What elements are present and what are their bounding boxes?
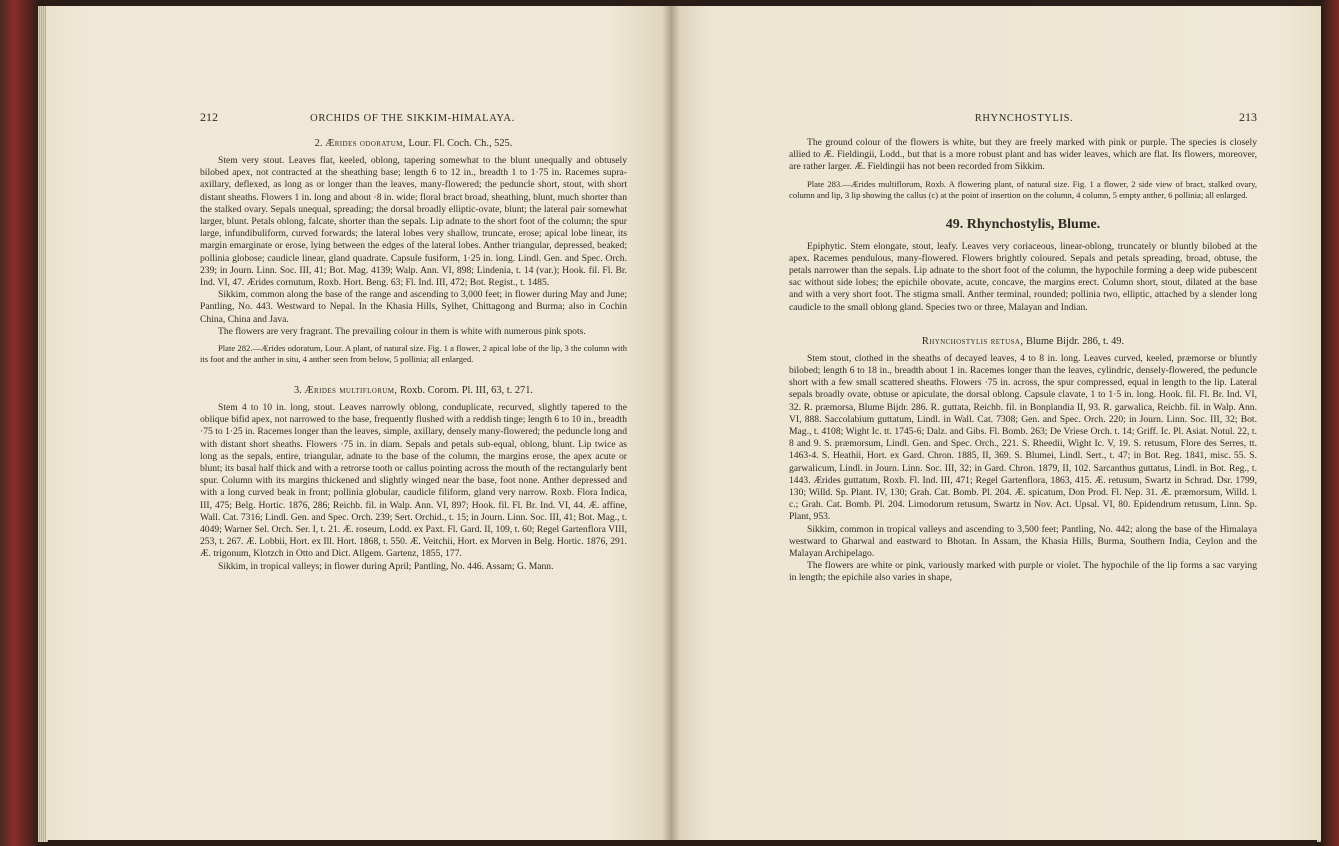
- right-running-title: RHYNCHOSTYLIS.: [974, 113, 1074, 124]
- plate-caption-283: Plate 283.—Ærides multiflorum, Roxb. A flowering plant, of natural size. Fig. 1 a flower, 2 side view of bract, stalked ovary, column and lip, 3 lip showing the callus (c) at the point of insertion on the column, 4 column, 5 empty anther, 6 pollinia; all enlarged.: [789, 178, 1257, 200]
- plate-caption-282: Plate 282.—Ærides odoratum, Lour. A plant, of natural size. Fig. 1 a flower, 2 apical lobe of the lip, 3 the column with its foot and the anther in situ, 4 anther seen from below, 5 pollinia; all enlarged.: [200, 343, 627, 365]
- species-number: 3.: [293, 385, 302, 397]
- species-note: The flowers are white or pink, variously marked with purple or violet. The hypochile of the lip forms a sac varying in length; the epichile also varies in shape,: [789, 560, 1257, 584]
- species-heading-aerides-multiflorum: [200, 384, 627, 397]
- species-distribution: Sikkim, in tropical valleys; in flower during April; Pantling, No. 446. Assam; G. Mann.: [218, 560, 554, 572]
- species-authority: Blume Bijdr. 286, t. 49.: [1025, 335, 1125, 347]
- species-description: Stem stout, clothed in the sheaths of decayed leaves, 4 to 8 in. long. Leaves curved, keeled, præmorse or bluntly bilobed; length 6 to 18 in., breadth about 1 in. Racemes longer than the leaves, cylindric, densely-flowered, the peduncle short with a few small scattered sheaths. Flowers ·75 in. across, the spur compressed, equal in length to the lip. Lateral sepals broadly ovate, obtuse or apiculate, the dorsal oblong. Capsule clavate, 1 to 1·5 in. long. Hook. fil. Fl. Br. Ind. VI, 32. R. præmorsa, Blume Bijdr. 286. R. guttata, Reichb. fil. in Bonplandia II, 93. R. garwalica, Reichb. fil. in Walp. Ann. VI, 888. Saccolabium guttatum, Lindl. in Wall. Cat. 7308; Gen. and Spec. Orch. 220; in Journ. Linn. Soc. III, 32; Bot. Mag., t. 4108; Wight Ic. tt. 1745-6; Dalz. and Gibs. Fl. Bomb. 263; De Vriese Orch. t. 14; Griff. Ic. Pl. Asiat. Notul. 22, t. 8 and 9. S. præmorsum, Lindl. Gen. and Spec. Orch., 221. S. Rheedii, Wight Ic. V, 19. S. retusum, Flore des Serres, tt. 1463-4. S. Heathii, Hort. ex Gard. Chron. 1885, II, 369. S. Blumei, Lindl. Sert., t. 47; in Bot. Reg. 1841, misc. 55. S. garwalicum, Lindl. in Journ. Linn. Soc. III, 32; in Gard. Chron. 1879, II, 102. Sarcanthus guttatus, Lindl. in Bot. Reg., t. 1443. Ærides guttatum, Roxb. Fl. Ind. III, 471; Regel Gartenflora, 1863, 415. Æ. retusum, Swartz in Schrad. Dsr. 1799, 130; Willd. Sp. Plant. IV, 130; Grah. Cat. Bomb. Pl. 204. Æ. spicatum, Don Prod. Fl. Nep. 31. Æ. præmorsum, Willd. l. c.; Grah. Cat. Bomb. Pl. 204. Limodorum retusum, Swartz in Nov. Act. Upsal. VI, 80. Epidendrum retusum, Linn. Sp. Plant, 953.: [789, 352, 1257, 523]
- book-cover-right: [1321, 0, 1339, 846]
- species-description: Stem very stout. Leaves flat, keeled, oblong, tapering somewhat to the blunt unequally and obtusely bilobed apex, not contracted at the sheathing base; length 6 to 12 in., breadth 1 to 1·75 in. Racemes supra-axillary, deflexed, as long as or longer than the leaves, many-flowered; the peduncle short, stout, with short distant sheaths. Flowers 1 in. long and about ·8 in. wide; floral bract broad, sheathing, blunt, much shorter than the stalked ovary. Sepals unequal, spreading; the dorsal broadly elliptic-ovate, blunt; the lateral pair somewhat larger, blunt. Petals oblong, falcate, shorter than the sepals. Lip adnate to the short foot of the column; the spur large, infundibuliform, curved forwards; the lateral lobes very shallow, truncate, erose; apical lobe linear, its margin emarginate or erose, lying between the edges of the lateral lobes. Anther triangular, depressed, beaked; pollinia globose; caudicle linear, gland quadrate. Capsule fusiform, 1·25 in. long. Lindl. Gen. and Spec. Orch. 239; in Journ. Linn. Soc. III, 41; Bot. Mag. 4139; Walp. Ann. VI, 898; Lindenia, t. 14 (var.); Hook. fil. Fl. Br. Ind. VI, 47. Ærides cornutum, Roxb. Hort. Beng. 63; Fl. Ind. III, 472; Bot. Regist., t. 1485.: [200, 155, 627, 289]
- left-running-header: [200, 110, 627, 125]
- species-distribution: Sikkim, common in tropical valleys and ascending to 3,500 feet; Pantling, No. 442; along the base of the Himalaya westward to Gharwal and eastward to Bhotan. In Assam, the Khasia Hills, Burma, Southern India, Ceylon and the Malayan Archipelago.: [789, 523, 1257, 560]
- species-heading-aerides-odoratum: [200, 137, 627, 150]
- species-name: Ærides odoratum,: [325, 138, 406, 149]
- species-note: The flowers are very fragrant. The prevailing colour in them is white with numerous pink spots.: [218, 325, 586, 337]
- right-page: [671, 6, 1321, 840]
- species-name: Ærides multiflorum,: [304, 385, 398, 397]
- species-authority: Lour. Fl. Coch. Ch., 525.: [408, 138, 513, 149]
- right-page-number: 213: [1238, 110, 1257, 124]
- left-page-number: 212: [200, 110, 218, 124]
- right-running-header: [789, 110, 1257, 125]
- left-running-title: ORCHIDS OF THE SIKKIM-HIMALAYA.: [310, 113, 515, 124]
- species-heading-rhynchostylis-retusa: [789, 335, 1257, 348]
- book-cover-left: [0, 0, 40, 846]
- genus-heading: 49. Rhynchostylis, Blume.: [945, 216, 1101, 232]
- species-number: 2.: [314, 138, 323, 149]
- species-distribution: Sikkim, common along the base of the range and ascending to 3,000 feet; in flower during May and June; Pantling, No. 443. Westward to Nepal. In the Khasia Hills, Sylhet, Chittagong and Burma; also in Cochin China, China and Java.: [200, 289, 627, 325]
- book-gutter: [662, 6, 680, 840]
- genus-description: Epiphytic. Stem elongate, stout, leafy. Leaves very coriaceous, linear-oblong, truncately or bluntly bilobed at the apex. Racemes pendulous, many-flowered. Flowers brightly coloured. Sepals and petals spreading, broad, obtuse, the petals narrower than the sepals. Lip adnate to the short foot of the column, the hypochile forming a deep wide pubescent sac without side lobes; the epichile obovate, acute, concave, the margins erect. Column short, stout, dilated at the base and with a very short foot. The stigma small. Anther terminal, rounded; pollinia two, elliptic, attached by a slender long caudicle to the small oblong gland. Species two or three, Malayan and Indian.: [789, 240, 1257, 313]
- left-page: [46, 6, 671, 840]
- species-note-continued: The ground colour of the flowers is white, but they are freely marked with pink or purple. The species is closely allied to Æ. Fieldingii, Lodd., but that is a more robust plant and has wider leaves, which are flat. Its flowers, moreover, are rather larger. Æ. Fieldingii has not been recorded from Sikkim.: [789, 137, 1257, 173]
- species-name: Rhynchostylis retusa,: [921, 335, 1024, 347]
- species-authority: Roxb. Corom. Pl. III, 63, t. 271.: [399, 385, 534, 397]
- species-description: Stem 4 to 10 in. long, stout. Leaves narrowly oblong, conduplicate, recurved, slightly tapered to the oblique bifid apex, not narrowed to the base, frequently flushed with a reddish tinge; length 6 to 10 in., breadth ·75 to 1·25 in. Racemes longer than the leaves, simple, axillary, densely many-flowered; the peduncle long and with distant short sheaths. Flowers ·75 in. in diam. Sepals and petals sub-equal, oblong, blunt. Lip twice as long as the sepals, entire, triangular, adnate to the base of the column, the margins erose, the apex acute or blunt; its basal half thick and with a retrorse tooth or callus pointing across the mouth of the rectangularly bent spur. Column with its margins thickened and slightly winged near the base, foot none. Anther depressed and with a long curved beak in front; pollinia globular, caudicle filiform, gland very narrow. Roxb. Flora Indica, III, 475; Belg. Hortic. 1876, 286; Reichb. fil. in Walp. Ann. VI, 897; Hook. fil. Fl. Br. Ind. VI, 44. Æ. affine, Wall. Cat. 7316; Lindl. Gen. and Spec. Orch. 239; Sert. Orchid., t. 15; in Journ. Linn. Soc. III, 41; Bot. Mag., t. 4049; Warner Sel. Orch. Ser. I, t. 21. Æ. roseum, Lodd. ex Paxt. Fl. Gard. II, 109, t. 60; Regel Gartenflora VIII, 253, t. 267. Æ. Lobbii, Hort. ex Ill. Hort. 1868, t. 550. Æ. Veitchii, Hort. ex Morven in Belg. Hortic. 1876, 291. Æ. trigonum, Klotzch in Otto and Dict. Allgem. Gartenz, 1855, 177.: [200, 402, 627, 560]
